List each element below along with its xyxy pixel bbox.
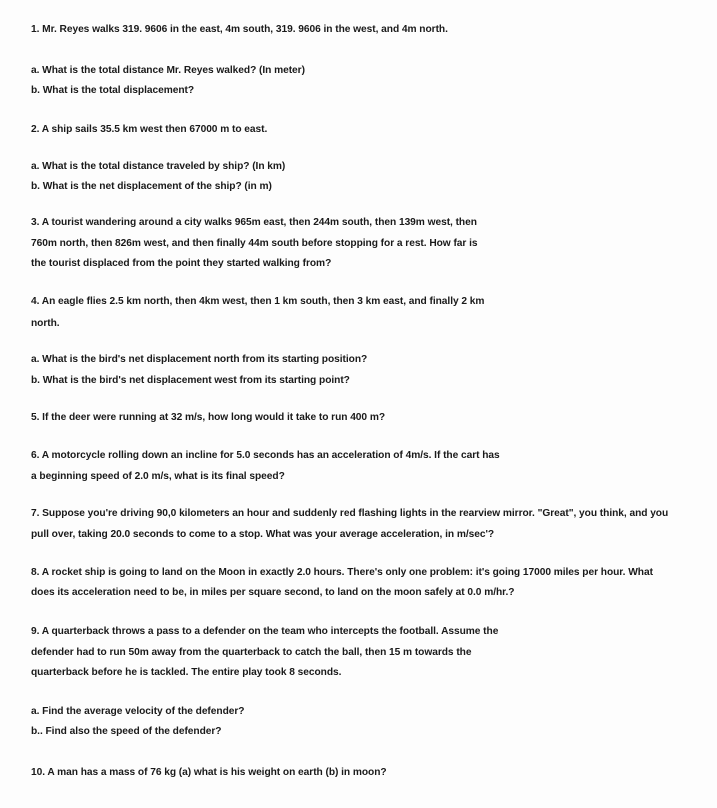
question-9-part-b: b.. Find also the speed of the defender? (31, 726, 222, 737)
question-4-part-b: b. What is the bird's net displacement west from its starting point? (31, 375, 350, 386)
question-7-text-line-2: pull over, taking 20.0 seconds to come to a stop. What was your average acceleration, in m/sec'? (31, 529, 495, 540)
question-6-text-line-2: a beginning speed of 2.0 m/s, what is its final speed? (31, 471, 285, 482)
question-6-text-line-1: 6. A motorcycle rolling down an incline for 5.0 seconds has an acceleration of 4m/s. If the cart has (31, 450, 500, 461)
question-2-part-b: b. What is the net displacement of the ship? (in m) (31, 181, 272, 192)
question-1-part-b: b. What is the total displacement? (31, 85, 195, 96)
question-8-text-line-2: does its acceleration need to be, in miles per square second, to land on the moon safely at 0.0 m/hr.? (31, 587, 515, 598)
question-3-text-line-1: 3. A tourist wandering around a city walks 965m east, then 244m south, then 139m west, then (31, 217, 477, 228)
question-3-text-line-2: 760m north, then 826m west, and then finally 44m south before stopping for a rest. How far is (31, 238, 478, 249)
question-9-text-line-3: quarterback before he is tackled. The entire play took 8 seconds. (31, 667, 342, 678)
question-2-part-a: a. What is the total distance traveled by ship? (In km) (31, 161, 286, 172)
question-8-text-line-1: 8. A rocket ship is going to land on the Moon in exactly 2.0 hours. There's only one problem: it's going 17000 miles per hour. What (31, 567, 653, 578)
question-7-text-line-1: 7. Suppose you're driving 90,0 kilometers an hour and suddenly red flashing lights in the rearview mirror. "Great", you think, and you (31, 508, 669, 519)
question-9-part-a: a. Find the average velocity of the defender? (31, 706, 245, 717)
question-2-text: 2. A ship sails 35.5 km west then 67000 m to east. (31, 124, 268, 135)
question-10-text: 10. A man has a mass of 76 kg (a) what is his weight on earth (b) in moon? (31, 767, 387, 778)
question-4-text-line-1: 4. An eagle flies 2.5 km north, then 4km west, then 1 km south, then 3 km east, and finally 2 km (31, 296, 485, 307)
question-5-text: 5. If the deer were running at 32 m/s, how long would it take to run 400 m? (31, 412, 386, 423)
question-9-text-line-1: 9. A quarterback throws a pass to a defender on the team who intercepts the football. Assume the (31, 626, 499, 637)
question-1-part-a: a. What is the total distance Mr. Reyes walked? (In meter) (31, 65, 305, 76)
question-9-text-line-2: defender had to run 50m away from the quarterback to catch the ball, then 15 m towards the (31, 647, 472, 658)
question-1-text: 1. Mr. Reyes walks 319. 9606 in the east, 4m south, 319. 9606 in the west, and 4m north. (31, 24, 448, 35)
question-4-text-line-2: north. (31, 318, 60, 329)
question-3-text-line-3: the tourist displaced from the point they started walking from? (31, 258, 332, 269)
question-4-part-a: a. What is the bird's net displacement north from its starting position? (31, 354, 368, 365)
